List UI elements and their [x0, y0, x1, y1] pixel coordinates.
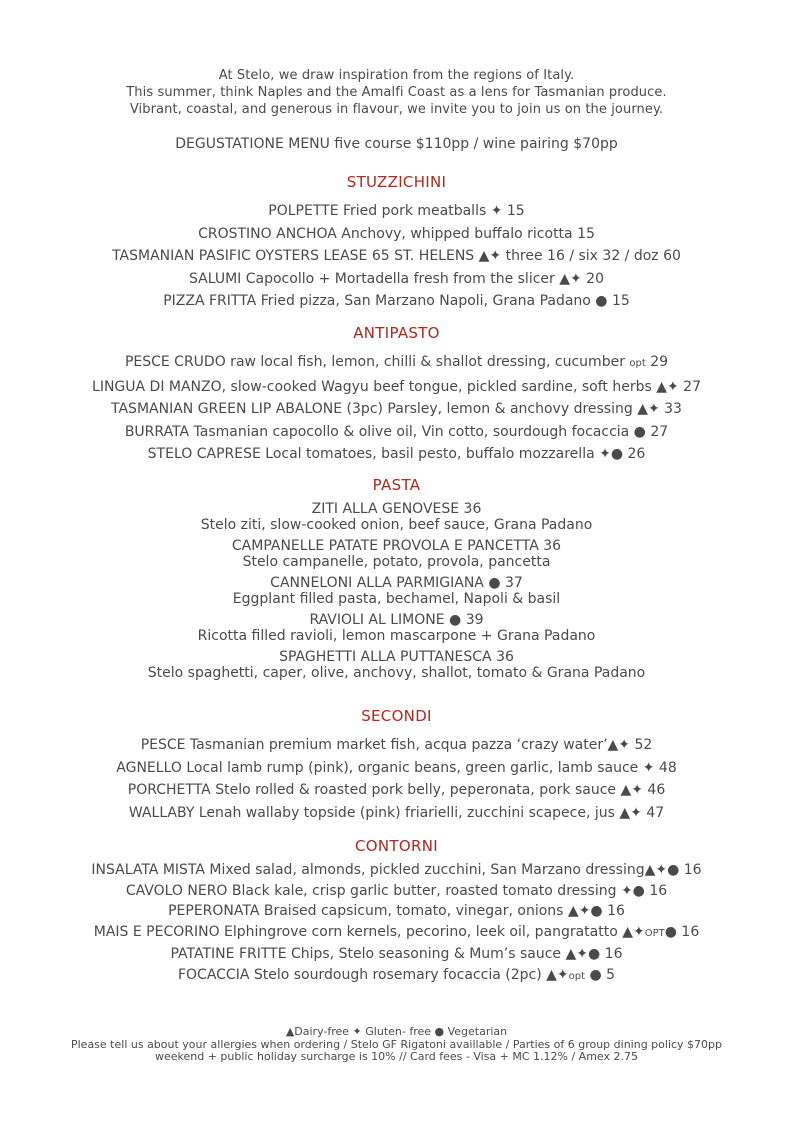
menu-item: STELO CAPRESE Local tomatoes, basil pesto, buffalo mozzarella ✦● 26 — [147, 446, 646, 462]
intro-line: Vibrant, coastal, and generous in flavour, we invite you to join us on the journey. — [129, 102, 664, 117]
section-title: STUZZICHINI — [346, 173, 447, 191]
surcharge-note: weekend + public holiday surcharge is 10% // Card fees - Visa + MC 1.12% / Amex 2.75 — [154, 1050, 638, 1063]
section-title: CONTORNI — [355, 837, 438, 855]
section-secondi — [0, 707, 793, 824]
pasta-name: RAVIOLI AL LIMONE ● 39 — [309, 612, 484, 628]
pasta-name: CANNELONI ALLA PARMIGIANA ● 37 — [270, 575, 523, 591]
menu-item: INSALATA MISTA Mixed salad, almonds, pickled zucchini, San Marzano dressing▲✦● 16 — [91, 862, 702, 878]
intro-line: At Stelo, we draw inspiration from the regions of Italy. — [218, 68, 575, 83]
pasta-description: Eggplant filled pasta, bechamel, Napoli & basil — [232, 591, 561, 607]
section-title: ANTIPASTO — [353, 324, 440, 342]
menu-item: PORCHETTA Stelo rolled & roasted pork belly, peperonata, pork sauce ▲✦ 46 — [127, 782, 666, 798]
menu-item: MAIS E PECORINO Elphingrove corn kernels, pecorino, leek oil, pangratatto ▲✦OPT● 16 — [93, 923, 700, 940]
optional-label: opt — [629, 358, 646, 369]
pasta-name: SPAGHETTI ALLA PUTTANESCA 36 — [279, 649, 514, 665]
menu-item: PIZZA FRITTA Fried pizza, San Marzano Napoli, Grana Padano ● 15 — [163, 293, 630, 309]
degustatione-menu: DEGUSTATIONE MENU five course $110pp / wine pairing $70pp — [175, 136, 618, 152]
menu-item: WALLABY Lenah wallaby topside (pink) friarielli, zucchini scapece, jus ▲✦ 47 — [128, 804, 665, 821]
pasta-name: CAMPANELLE PATATE PROVOLA E PANCETTA 36 — [231, 538, 562, 554]
intro-line: This summer, think Naples and the Amalfi Coast as a lens for Tasmanian produce. — [126, 85, 667, 100]
intro-text — [0, 67, 793, 118]
menu-item: CROSTINO ANCHOA Anchovy, whipped buffalo ricotta 15 — [198, 225, 595, 242]
pasta-item — [0, 538, 793, 570]
menu-item: POLPETTE Fried pork meatballs ✦ 15 — [268, 203, 525, 219]
optional-label: opt — [568, 970, 585, 982]
section-pasta — [0, 476, 793, 681]
menu-item: PESCE Tasmanian premium market fish, acqua pazza ‘crazy water’▲✦ 52 — [140, 737, 653, 753]
section-contorni — [0, 837, 793, 987]
pasta-item — [0, 501, 793, 533]
section-antipasto — [0, 324, 793, 466]
menu-item: SALUMI Capocollo + Mortadella fresh from the slicer ▲✦ 20 — [189, 270, 604, 287]
menu-item: PEPERONATA Braised capsicum, tomato, vinegar, onions ▲✦● 16 — [168, 903, 625, 919]
section-stuzzichini — [0, 173, 793, 313]
allergy-note: Please tell us about your allergies when ordering / Stelo GF Rigatoni availlable / Parties of 6 group dining policy $70pp — [70, 1037, 723, 1051]
section-title: PASTA — [372, 476, 421, 494]
pasta-item — [0, 612, 793, 644]
section-title: SECONDI — [361, 707, 432, 725]
menu-item: AGNELLO Local lamb rump (pink), organic beans, green garlic, lamb sauce ✦ 48 — [116, 759, 677, 776]
pasta-description: Stelo spaghetti, caper, olive, anchovy, shallot, tomato & Grana Padano — [147, 665, 646, 681]
pasta-description: Stelo ziti, slow-cooked onion, beef sauce, Grana Padano — [200, 517, 593, 533]
menu-item: TASMANIAN PASIFIC OYSTERS LEASE 65 ST. HELENS ▲✦ three 16 / six 32 / doz 60 — [112, 248, 681, 264]
footer — [0, 1026, 793, 1064]
pasta-item — [0, 649, 793, 681]
menu-item: LINGUA DI MANZO, slow-cooked Wagyu beef tongue, pickled sardine, soft herbs ▲✦ 27 — [92, 378, 701, 395]
menu-item: PESCE CRUDO raw local fish, lemon, chilli & shallot dressing, cucumber opt 29 — [124, 354, 669, 370]
optional-label: OPT — [644, 927, 665, 939]
pasta-description: Stelo campanelle, potato, provola, pancetta — [242, 554, 551, 570]
menu-item: CAVOLO NERO Black kale, crisp garlic butter, roasted tomato dressing ✦● 16 — [125, 882, 668, 899]
menu-item: FOCACCIA Stelo sourdough rosemary focaccia (2pc) ▲✦opt ● 5 — [177, 966, 616, 983]
menu-item: BURRATA Tasmanian capocollo & olive oil, Vin cotto, sourdough focaccia ● 27 — [124, 423, 669, 440]
menu-item: PATATINE FRITTE Chips, Stelo seasoning & Mum’s sauce ▲✦● 16 — [170, 946, 623, 962]
pasta-item — [0, 575, 793, 607]
dietary-legend: ▲Dairy-free ✦ Gluten- free ● Vegetarian — [285, 1025, 508, 1038]
pasta-description: Ricotta filled ravioli, lemon mascarpone + Grana Padano — [197, 628, 596, 644]
pasta-name: ZITI ALLA GENOVESE 36 — [311, 501, 482, 517]
menu-item: TASMANIAN GREEN LIP ABALONE (3pc) Parsley, lemon & anchovy dressing ▲✦ 33 — [111, 401, 682, 417]
